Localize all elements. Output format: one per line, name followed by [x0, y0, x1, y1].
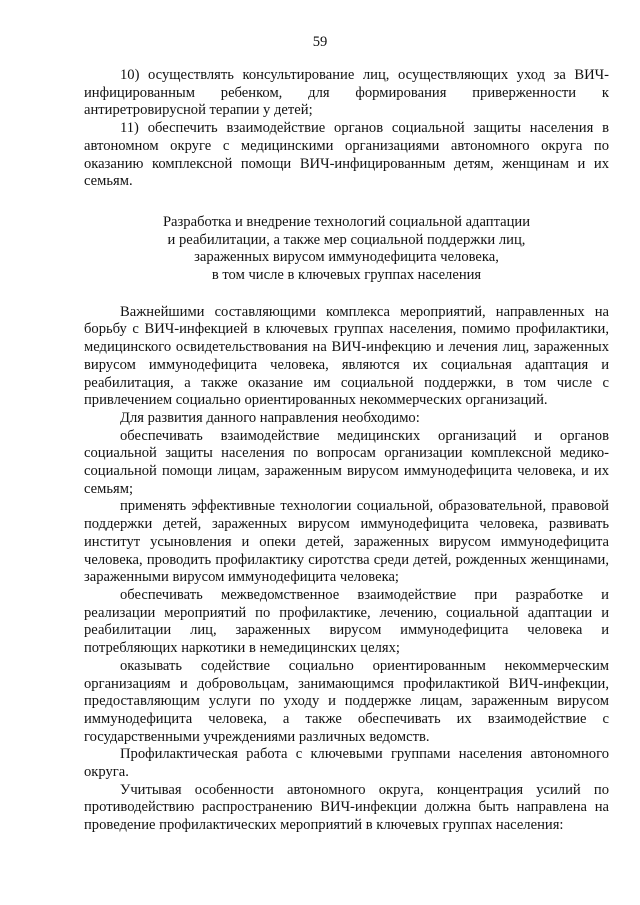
paragraph-considering: Учитывая особенности автономного округа, концентрация усилий по противодействию распространению ВИЧ-инфекции должна быть направлена на проведение профилактических мероприятий в ключевых группах населения:	[84, 781, 609, 834]
document-body	[84, 67, 609, 835]
paragraph-prevention-work: Профилактическая работа с ключевыми группами населения автономного округа.	[84, 746, 609, 781]
paragraph-measure-interaction: обеспечивать взаимодействие медицинских организаций и органов социальной защиты населения по вопросам организации комплексной медико-социальной помощи лицам, зараженным вирусом иммунодефицита человека, и их семьям;	[84, 427, 609, 497]
section-heading-line: и реабилитации, а также мер социальной поддержки лиц,	[167, 231, 526, 248]
paragraph-measure-support: оказывать содействие социально ориентированным некоммерческим организациям и добровольцам, занимающимся профилактикой ВИЧ-инфекции, предоставляющим услуги по уходу и поддержке лицам, зараженным вирусом иммунодефицита человека, а также обеспечивать их взаимодействие с государственными учреждениями различных ведомств.	[84, 657, 609, 745]
paragraph-item-10: 10) осуществлять консультирование лиц, осуществляющих уход за ВИЧ-инфицированным ребенком, для формирования приверженности к антиретровирусной терапии у детей;	[84, 67, 609, 119]
section-heading	[84, 214, 609, 285]
section-heading-line: зараженных вирусом иммунодефицита человека,	[194, 249, 499, 266]
paragraph-intro: Важнейшими составляющими комплекса мероприятий, направленных на борьбу с ВИЧ-инфекцией в ключевых группах населения, помимо профилактики, медицинского освидетельствования на ВИЧ-инфекцию и лечения лиц, зараженных вирусом иммунодефицита человека, являются их социальная адаптация и реабилитация, а также оказание им социальной поддержки, в том числе с привлечением социально ориентированных некоммерческих организаций.	[84, 303, 609, 409]
paragraph-needed: Для развития данного направления необходимо:	[120, 409, 420, 426]
section-heading-line: Разработка и внедрение технологий социальной адаптации	[162, 213, 531, 230]
page-number: 59	[312, 34, 328, 50]
paragraph-measure-interagency: обеспечивать межведомственное взаимодействие при разработке и реализации мероприятий по профилактике, лечению, социальной адаптации и реабилитации лиц, зараженных вирусом иммунодефицита человека и потребляющих наркотики в немедицинских целях;	[84, 586, 609, 657]
paragraph-item-11: 11) обеспечить взаимодействие органов социальной защиты населения в автономном округе с медицинскими организациями автономного округа по оказанию комплексной помощи ВИЧ-инфицированным детям, женщинам и их семьям.	[84, 120, 609, 190]
section-heading-line: в том числе в ключевых группах населения	[211, 267, 482, 284]
paragraph-measure-technologies: применять эффективные технологии социальной, образовательной, правовой поддержки детей, зараженных вирусом иммунодефицита человека, развивать институт усыновления и опеки детей, зараженных вирусом иммунодефицита человека, проводить профилактику сиротства среди детей, рожденных женщинами, зараженными вирусом иммунодефицита человека;	[84, 498, 609, 586]
